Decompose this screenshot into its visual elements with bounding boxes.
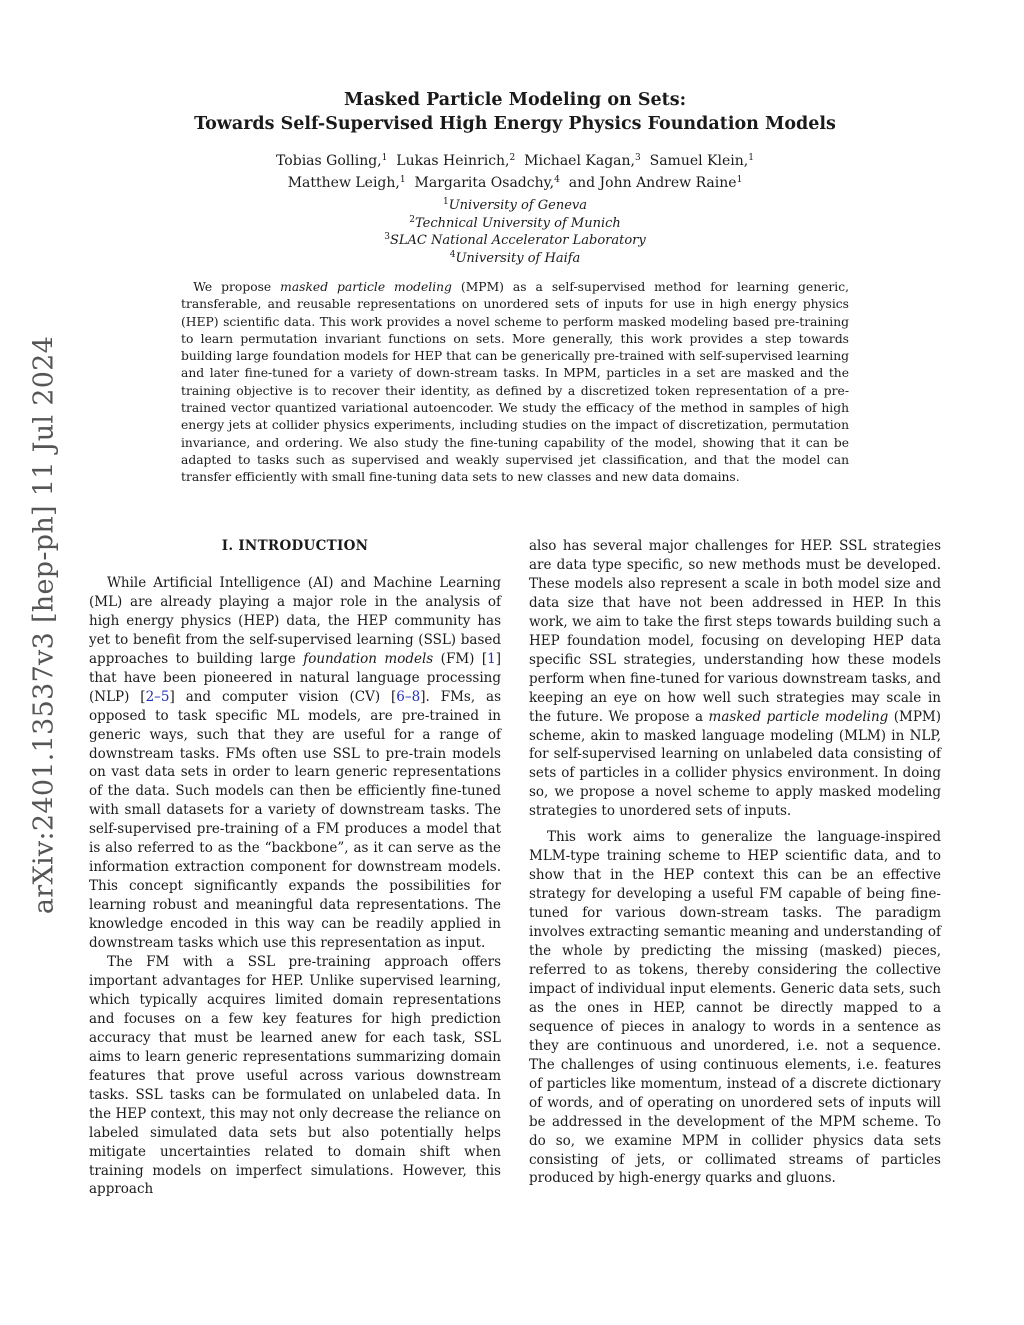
body-paragraph [529, 537, 941, 821]
author-name: Michael Kagan, [524, 153, 635, 169]
author [569, 175, 743, 191]
body-text: (MPM) scheme, akin to masked language modeling (MLM) in NLP, for self-supervised learning on unlabeled data consisting of sets of particles in a collider physics environment. In doing so, we propose a novel scheme to apply masked modeling strategies to unordered sets of inputs. [529, 708, 941, 820]
abstract-text: (MPM) as a self-supervised method for learning generic, transferable, and reusable representations on unordered sets of inputs for use in high energy physics (HEP) scientific data. This work provides a novel scheme to perform masked modeling based pre-training to learn permutation invariant functions on sets. More generally, this work provides a step towards building large foundation models for HEP that can be generically pre-trained with self-supervised learning and later fine-tuned for a variety of down-stream tasks. In MPM, particles in a set are masked and the training objective is to recover their identity, as defined by a discretized token representation of a pre-trained vector quantized variational autoencoder. We study the efficacy of the method in samples of high energy jets at collider physics experiments, including studies on the impact of discretization, permutation invariance, and ordering. We also study the fine-tuning capability of the model, showing that it can be adapted to tasks such as supervised and weakly supervised jet classification, and that the model can transfer efficiently with small fine-tuning data sets to new classes and new data domains. [181, 280, 849, 485]
author-affiliation-mark: 2 [509, 153, 516, 163]
author-line-2 [150, 172, 880, 194]
body-emphasis: foundation models [303, 650, 434, 667]
author-name: Margarita Osadchy, [414, 175, 555, 191]
arxiv-identifier: arXiv:2401.13537v3 [hep-ph] 11 Jul 2024 [28, 335, 60, 915]
citation-link[interactable]: 1 [487, 650, 496, 667]
author-line-1 [150, 150, 880, 172]
title-line-1: Masked Particle Modeling on Sets: [343, 90, 687, 110]
abstract [181, 279, 849, 487]
author-affiliation-mark: 1 [748, 153, 754, 163]
author [415, 175, 560, 191]
title-line-2: Towards Self-Supervised High Energy Physics Foundation Models [194, 114, 836, 134]
affiliation-number: 3 [384, 232, 390, 242]
affiliation-number: 2 [409, 214, 415, 225]
abstract-paragraph [181, 279, 849, 487]
affiliation-name: SLAC National Accelerator Laboratory [390, 233, 646, 248]
citation-link[interactable]: 2–5 [145, 688, 170, 705]
body-text: (FM) [ [433, 650, 488, 667]
affiliation-number: 1 [442, 197, 449, 207]
author-affiliation-mark: 3 [634, 153, 641, 163]
body-paragraph [89, 574, 501, 953]
author-name: Samuel Klein, [649, 153, 749, 169]
author-list [150, 150, 880, 194]
citation-link[interactable]: 6–8 [396, 688, 421, 705]
body-paragraph: This work aims to generalize the language-inspired MLM-type training scheme to HEP scientific data, and to show that in the HEP context this can be an effective strategy for developing a useful FM capable of being fine-tuned for various down-stream tasks. The paradigm involves extracting semantic meaning and understanding of the whole by predicting the missing (masked) pieces, referred to as tokens, thereby considering the collective impact of individual input elements. Generic data sets, such as the ones in HEP, cannot be directly mapped to a sequence of pieces in analogy to words in a sentence as they are continuous and unordered, i.e. not a sequence. The challenges of using continuous elements, i.e. features of particles like momentum, instead of a discrete dictionary of words, and of operating on unordered sets of inputs will be addressed in the development of the MPM scheme. To do so, we examine MPM in collider physics data sets consisting of jets, or collimated streams of particles produced by high-energy quarks and gluons. [529, 829, 941, 1187]
affiliation [150, 250, 880, 268]
body-text: ]. FMs, as opposed to task specific ML models, are pre-trained in generic ways, such that they are useful for a range of downstream tasks. FMs often use SSL to pre-train models on vast data sets in order to learn generic representations of the data. Such models can then be efficiently fine-tuned with small datasets for a variety of downstream tasks. The self-supervised pre-training of a FM produces a model that is also referred to as the “backbone”, as it can serve as the information extraction component for downstream models. This concept significantly expands the possibilities for learning robust and meaningful data representations. The knowledge encoded in this way can be readily applied in downstream tasks which use this representation as input. [89, 688, 501, 952]
arxiv-sidebar [0, 0, 80, 1325]
affiliation-number: 4 [449, 249, 456, 260]
author [524, 153, 641, 169]
body-emphasis: masked particle modeling [708, 708, 889, 725]
body-text: ] and computer vision (CV) [ [169, 688, 397, 705]
affiliation-name: Technical University of Munich [414, 215, 621, 231]
abstract-text: We propose [193, 280, 281, 294]
author-affiliation-mark: 1 [736, 175, 743, 185]
right-column [529, 537, 941, 1188]
author-name: and John Andrew Raine [568, 175, 737, 191]
author-affiliation-mark: 1 [399, 175, 406, 185]
affiliation [150, 215, 880, 233]
affiliation-name: University of Geneva [448, 198, 587, 213]
affiliation [150, 232, 880, 250]
author-name: Tobias Golling, [276, 153, 382, 169]
body-text: ] that have been pioneered in natural language processing (NLP) [ [89, 650, 501, 705]
author-name: Lukas Heinrich, [396, 153, 510, 169]
affiliation-list [150, 197, 880, 267]
author [276, 153, 387, 169]
affiliation-name: University of Haifa [455, 250, 581, 266]
left-column [89, 537, 501, 1199]
paper-title [150, 88, 880, 136]
body-text: also has several major challenges for HEP. SSL strategies are data type specific, so new methods must be developed. These models also represent a scale in both model size and data size that have not been addressed in HEP. In this work, we aim to take the first steps towards building such a HEP foundation model, focusing on developing HEP data specific SSL strategies, understanding how these models perform when fine-tuned for various downstream tasks, and keeping an eye on how well such strategies may scale in the future. We propose a [529, 538, 941, 725]
author [396, 153, 515, 169]
body-text: While Artificial Intelligence (AI) and Machine Learning (ML) are already playing a major role in the analysis of high energy physics (HEP) data, the HEP community has yet to benefit from the self-supervised learning (SSL) based approaches to building large [89, 574, 501, 667]
section-heading: I. INTRODUCTION [221, 538, 369, 554]
author-name: Matthew Leigh, [287, 175, 400, 191]
author [650, 153, 754, 169]
body-paragraph: The FM with a SSL pre-training approach offers important advantages for HEP. Unlike supervised learning, which typically acquires limited domain representations and focuses on a few key features for high prediction accuracy that must be learned anew for each task, SSL aims to learn generic representations summarizing domain features that prove useful across various downstream tasks. SSL tasks can be formulated on unlabeled data. In the HEP context, this may not only decrease the reliance on labeled simulated data sets but also potentially helps mitigate uncertainties related to domain shift when training models on imperfect simulations. However, this approach [89, 954, 501, 1198]
affiliation [150, 197, 880, 215]
author-affiliation-mark: 1 [381, 153, 388, 163]
author-affiliation-mark: 4 [554, 175, 560, 185]
abstract-emphasis: masked particle modeling [280, 280, 452, 294]
author [288, 175, 406, 191]
